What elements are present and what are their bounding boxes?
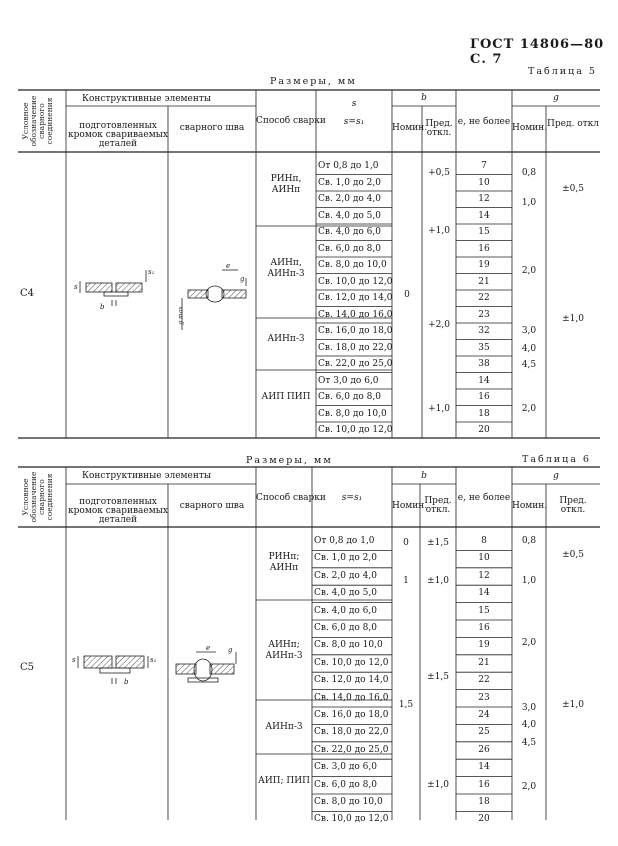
t5-g-nom-4: 3,0 — [521, 326, 537, 336]
e-value-cell: 10 — [478, 553, 490, 564]
t6-b-nom-1: 0 — [403, 538, 409, 548]
t6-b-header: b — [421, 471, 427, 481]
t5-prepared-header: подготовленных кромок свариваемых деталей — [68, 121, 168, 149]
t6-b-tol-header: Пред. откл. — [424, 496, 452, 515]
t6-method-1: РИНп; АИНп — [268, 552, 300, 573]
t5-b-tol-header: Пред. откл. — [425, 119, 453, 138]
t6-b-tol-1: ±1,5 — [427, 538, 449, 548]
t5-method-1: РИНп, АИНп — [270, 174, 302, 195]
t5-sketch-s1: s₁ — [148, 268, 155, 276]
t6-g-tol-1: ±0,5 — [562, 550, 584, 560]
t5-g-nom-5: 4,0 — [521, 344, 537, 354]
t6-g-nom-1: 0,8 — [521, 536, 537, 546]
t5-b-nom: 0 — [404, 290, 410, 300]
e-value-cell: 21 — [478, 657, 490, 668]
t5-sketch-gmax: g max — [177, 306, 185, 325]
t6-sketch-s1: s₁ — [150, 656, 157, 664]
s-range-cell: От 0,8 до 1,0 — [318, 161, 379, 171]
t6-s-sub-header: s=s₁ — [341, 493, 363, 503]
t6-b-nom-header: Номин. — [392, 501, 428, 511]
e-value-cell: 18 — [478, 797, 490, 807]
e-value-cell: 18 — [478, 408, 490, 419]
s-range-cell: Св. 12,0 до 14,0 — [314, 675, 389, 686]
page-header: ГОСТ 14806—80 С. 7 — [470, 37, 605, 67]
t5-sketch-s: s — [74, 283, 78, 291]
s-range-cell: Св. 12,0 до 14,0 — [318, 293, 393, 303]
e-value-cell: 22 — [478, 675, 490, 686]
t5-sketch-b: b — [100, 303, 105, 311]
t5-g-nom-2: 1,0 — [521, 198, 537, 208]
s-range-cell: Св. 6,0 до 8,0 — [318, 243, 381, 254]
t5-s-sub-header: s=s₁ — [343, 117, 365, 127]
e-value-cell: 26 — [478, 744, 490, 755]
t6-b-nom-3: 1,5 — [398, 700, 414, 710]
t6-b-tol-2: ±1,0 — [427, 576, 449, 586]
t5-b-tol-1: +0,5 — [428, 168, 450, 178]
t5-structural-header: Конструктивные элементы — [82, 94, 212, 104]
t6-g-nom-4: 3,0 — [521, 703, 537, 713]
s-range-cell: Св. 22,0 до 25,0 — [318, 359, 393, 369]
s-range-cell: Св. 16,0 до 18,0 — [318, 326, 393, 336]
e-value-cell: 35 — [478, 342, 490, 353]
e-value-cell: 16 — [478, 623, 490, 633]
t6-b-tol-4: ±1,0 — [427, 780, 449, 790]
table5-title: Размеры, мм — [270, 76, 357, 87]
e-value-cell: 15 — [478, 605, 490, 616]
e-value-cell: 21 — [478, 276, 490, 287]
t5-g-nom-1: 0,8 — [521, 168, 537, 178]
t6-g-nom-header: Номин. — [512, 501, 548, 511]
e-value-cell: 14 — [478, 588, 490, 599]
e-value-cell: 19 — [478, 260, 490, 270]
t6-b-tol-3: ±1,5 — [427, 672, 449, 682]
t5-g-tol-1: ±0,5 — [562, 184, 584, 194]
t6-sketch-b: b — [124, 678, 129, 686]
t6-designation: С5 — [20, 662, 35, 673]
t6-method-2: АИНп; АИНп-3 — [265, 640, 303, 661]
s-range-cell: Св. 10,0 до 12,0 — [318, 276, 393, 287]
t5-designation-header: Условное обозначение сварного соединения — [21, 95, 54, 147]
t6-g-nom-3: 2,0 — [521, 638, 537, 648]
t5-method-header: Способ сварки — [256, 116, 326, 126]
t6-designation-header: Условное обозначение сварного соединения — [21, 471, 54, 523]
e-value-cell: 23 — [478, 692, 490, 703]
e-value-cell: 16 — [478, 779, 490, 790]
t5-b-header: b — [421, 93, 427, 103]
s-range-cell: Св. 6,0 до 8,0 — [318, 392, 381, 402]
t5-b-tol-3: +2,0 — [428, 320, 450, 330]
t5-weld-header: сварного шва — [179, 123, 245, 133]
t5-e-header: e, не более — [457, 117, 511, 127]
s-range-cell: Св. 6,0 до 8,0 — [314, 623, 377, 633]
t6-method-4: АИП; ПИП — [258, 776, 310, 786]
t6-g-header: g — [553, 471, 559, 481]
e-value-cell: 32 — [478, 326, 490, 336]
t6-e-header: e, не более — [457, 493, 511, 503]
t5-method-2: АИНп, АИНп-3 — [267, 258, 305, 279]
e-value-cell: 16 — [478, 243, 490, 254]
s-range-cell: Св. 4,0 до 5,0 — [318, 210, 381, 221]
t6-structural-header: Конструктивные элементы — [82, 471, 212, 481]
t5-g-nom-6: 4,5 — [521, 360, 537, 370]
t5-g-nom-7: 2,0 — [521, 404, 537, 414]
t6-method-3: АИНп-3 — [265, 722, 303, 732]
e-value-cell: 15 — [478, 227, 490, 237]
s-range-cell: Св. 8,0 до 10,0 — [314, 797, 383, 807]
e-value-cell: 14 — [478, 375, 490, 386]
s-range-cell: Св. 10,0 до 12,0 — [314, 657, 389, 668]
e-value-cell: 8 — [481, 536, 487, 546]
s-range-cell: Св. 22,0 до 25,0 — [314, 744, 389, 755]
s-range-cell: Св. 8,0 до 10,0 — [318, 260, 387, 270]
t5-b-tol-2: +1,0 — [428, 226, 450, 236]
e-value-cell: 16 — [478, 392, 490, 402]
t6-prepared-header: подготовленных кромок свариваемых деталей — [68, 497, 168, 525]
s-range-cell: Св. 8,0 до 10,0 — [318, 408, 387, 419]
s-range-cell: Св. 4,0 до 6,0 — [314, 605, 377, 616]
t6-method-header: Способ сварки — [256, 493, 326, 503]
t6-sketch-e: e — [206, 644, 211, 652]
e-value-cell: 14 — [478, 210, 490, 221]
s-range-cell: Св. 10,0 до 12,0 — [318, 425, 393, 435]
table6-title: Размеры, мм — [246, 455, 333, 466]
t5-g-tol-2: ±1,0 — [562, 314, 584, 324]
t5-g-header: g — [553, 93, 559, 103]
t6-g-nom-7: 2,0 — [521, 782, 537, 792]
s-range-cell: Св. 18,0 до 22,0 — [318, 342, 393, 353]
table5-number: Таблица 5 — [528, 66, 597, 77]
t6-g-tol-2: ±1,0 — [562, 700, 584, 710]
t5-b-tol-4: +1,0 — [428, 404, 450, 414]
e-value-cell: 20 — [478, 425, 490, 435]
s-range-cell: Св. 3,0 до 6,0 — [314, 762, 377, 773]
s-range-cell: Св. 1,0 до 2,0 — [318, 177, 381, 188]
t6-b-nom-2: 1 — [403, 576, 409, 586]
e-value-cell: 22 — [478, 293, 490, 303]
t6-weld-header: сварного шва — [179, 501, 245, 511]
s-range-cell: Св. 18,0 до 22,0 — [314, 727, 389, 738]
e-value-cell: 12 — [478, 570, 490, 581]
s-range-cell: Св. 1,0 до 2,0 — [314, 553, 377, 564]
s-range-cell: Св. 4,0 до 6,0 — [318, 227, 381, 237]
t5-g-tol-header: Пред. откл — [547, 119, 599, 129]
t6-g-nom-6: 4,5 — [521, 738, 537, 748]
s-range-cell: Св. 8,0 до 10,0 — [314, 640, 383, 651]
e-value-cell: 14 — [478, 762, 490, 773]
t6-g-tol-header: Пред. откл. — [559, 496, 587, 515]
t5-sketch-e: e — [226, 262, 231, 270]
s-range-cell: Св. 4,0 до 5,0 — [314, 588, 377, 599]
s-range-cell: От 3,0 до 6,0 — [318, 375, 379, 386]
t6-g-nom-5: 4,0 — [521, 720, 537, 730]
s-range-cell: Св. 14,0 до 16,0 — [318, 309, 393, 320]
s-range-cell: Св. 14,0 до 16,0 — [314, 692, 389, 703]
t5-s-header: s — [351, 99, 357, 109]
e-value-cell: 23 — [478, 309, 490, 320]
t5-g-nom-header: Номин. — [512, 123, 548, 133]
e-value-cell: 10 — [478, 177, 490, 188]
s-range-cell: Св. 10,0 до 12,0 — [314, 814, 389, 825]
s-range-cell: Св. 2,0 до 4,0 — [314, 570, 377, 581]
e-value-cell: 38 — [478, 359, 490, 369]
t5-designation: С4 — [20, 288, 35, 299]
t6-sketch-s: s — [72, 656, 76, 664]
t5-method-4: АИП ПИП — [261, 392, 311, 402]
s-range-cell: Св. 6,0 до 8,0 — [314, 779, 377, 790]
t5-g-nom-3: 2,0 — [521, 266, 537, 276]
t5-b-nom-header: Номин. — [392, 123, 428, 133]
e-value-cell: 25 — [478, 727, 490, 738]
e-value-cell: 7 — [481, 161, 487, 171]
t6-sketch-g: g — [228, 646, 233, 654]
e-value-cell: 20 — [478, 814, 490, 825]
s-range-cell: От 0,8 до 1,0 — [314, 536, 375, 546]
t5-sketch-g: g — [240, 275, 245, 283]
e-value-cell: 24 — [478, 710, 490, 720]
e-value-cell: 19 — [478, 640, 490, 651]
s-range-cell: Св. 16,0 до 18,0 — [314, 710, 389, 720]
t6-g-nom-2: 1,0 — [521, 576, 537, 586]
e-value-cell: 12 — [478, 194, 490, 204]
table6-number: Таблица 6 — [522, 454, 591, 465]
s-range-cell: Св. 2,0 до 4,0 — [318, 194, 381, 204]
t5-method-3: АИНп-3 — [267, 334, 305, 344]
